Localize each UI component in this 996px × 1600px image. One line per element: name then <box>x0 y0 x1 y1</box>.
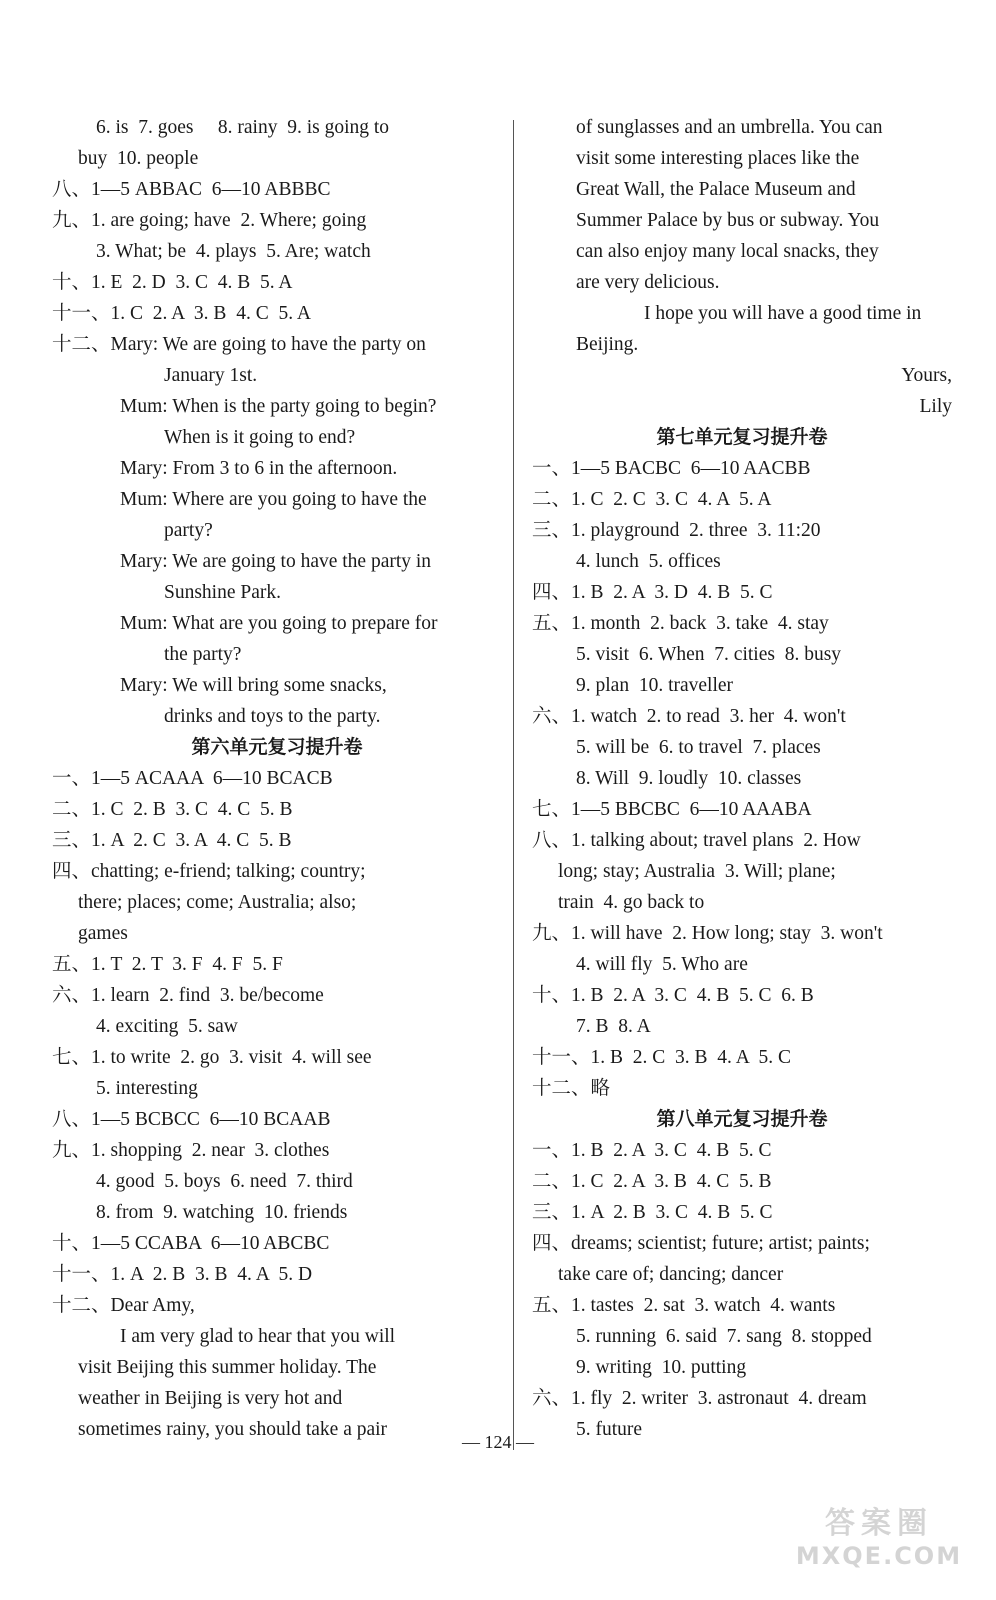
answer-line: 六、1. fly 2. writer 3. astronaut 4. dream <box>532 1388 867 1409</box>
answer-line: the party? <box>164 644 242 665</box>
answer-line: visit some interesting places like the <box>576 148 860 169</box>
answer-line: 十、1. B 2. A 3. C 4. B 5. C 6. B <box>532 985 814 1006</box>
answer-line: 十一、1. B 2. C 3. B 4. A 5. C <box>532 1047 791 1068</box>
answer-line: 3. What; be 4. plays 5. Are; watch <box>96 241 371 262</box>
answer-line: Mary: We are going to have the party in <box>120 551 432 572</box>
answer-line: 十二、Dear Amy, <box>52 1295 195 1316</box>
answer-line: 十、1. E 2. D 3. C 4. B 5. A <box>52 272 293 293</box>
answer-line: 六、1. learn 2. find 3. be/become <box>52 985 324 1006</box>
answer-line: 二、1. C 2. C 3. C 4. A 5. A <box>532 489 772 510</box>
answer-line: 5. running 6. said 7. sang 8. stopped <box>576 1326 872 1347</box>
answer-line: 一、1—5 BACBC 6—10 AACBB <box>532 458 811 479</box>
answer-line: Mary: We will bring some snacks, <box>120 675 387 696</box>
answer-line: are very delicious. <box>576 272 720 293</box>
answer-line: 三、1. playground 2. three 3. 11:20 <box>532 520 821 541</box>
answer-line: can also enjoy many local snacks, they <box>576 241 879 262</box>
answer-line: 一、1. B 2. A 3. C 4. B 5. C <box>532 1140 772 1161</box>
answer-line: 十、1—5 CCABA 6—10 ABCBC <box>52 1233 330 1254</box>
answer-line: 五、1. month 2. back 3. take 4. stay <box>532 613 829 634</box>
watermark <box>784 1498 974 1586</box>
answer-line: I am very glad to hear that you will <box>120 1326 396 1347</box>
answer-line: 5. interesting <box>96 1078 198 1099</box>
answer-line: party? <box>164 520 213 541</box>
answer-line: 9. plan 10. traveller <box>576 675 734 696</box>
watermark-site: MXQE.COM <box>795 1542 963 1570</box>
answer-line: 4. lunch 5. offices <box>576 551 721 572</box>
answer-line: 十二、Mary: We are going to have the party on <box>52 334 426 355</box>
right-column <box>532 112 952 1445</box>
answer-line: 十一、1. C 2. A 3. B 4. C 5. A <box>52 303 311 324</box>
answer-line: Mary: From 3 to 6 in the afternoon. <box>120 458 398 479</box>
answer-line: When is it going to end? <box>164 427 356 448</box>
section-heading: 第六单元复习提升卷 <box>191 736 363 758</box>
answer-line: 8. Will 9. loudly 10. classes <box>576 768 802 789</box>
answer-line: of sunglasses and an umbrella. You can <box>576 117 883 138</box>
answer-line: 九、1. shopping 2. near 3. clothes <box>52 1140 330 1161</box>
answer-line: Lily <box>919 396 952 417</box>
answer-line: 4. will fly 5. Who are <box>576 954 748 975</box>
answer-line: 5. will be 6. to travel 7. places <box>576 737 821 758</box>
answer-line: 九、1. are going; have 2. Where; going <box>52 210 367 231</box>
answer-line: 七、1—5 BBCBC 6—10 AAABA <box>532 799 812 820</box>
answer-line: Mum: Where are you going to have the <box>120 489 427 510</box>
answer-line: 4. good 5. boys 6. need 7. third <box>96 1171 353 1192</box>
answer-line: 二、1. C 2. B 3. C 4. C 5. B <box>52 799 293 820</box>
answer-line: 七、1. to write 2. go 3. visit 4. will see <box>52 1047 372 1068</box>
answer-line: drinks and toys to the party. <box>164 706 381 727</box>
answer-line: Yours, <box>901 365 952 386</box>
column-divider <box>513 120 514 1450</box>
left-column <box>52 112 502 1445</box>
answer-line: train 4. go back to <box>558 892 705 913</box>
answer-line: Summer Palace by bus or subway. You <box>576 210 880 231</box>
answer-line: long; stay; Australia 3. Will; plane; <box>558 861 836 882</box>
section-heading: 第七单元复习提升卷 <box>656 426 828 448</box>
answer-line: take care of; dancing; dancer <box>558 1264 784 1285</box>
answer-line: 四、chatting; e-friend; talking; country; <box>52 861 366 882</box>
answer-line: buy 10. people <box>78 148 199 169</box>
answer-line: 8. from 9. watching 10. friends <box>96 1202 348 1223</box>
answer-line: Mum: What are you going to prepare for <box>120 613 438 634</box>
answer-line: I hope you will have a good time in <box>644 303 922 324</box>
answer-line: 八、1—5 ABBAC 6—10 ABBBC <box>52 179 331 200</box>
answer-line: 三、1. A 2. B 3. C 4. B 5. C <box>532 1202 773 1223</box>
answer-line: 四、dreams; scientist; future; artist; paints; <box>532 1233 870 1254</box>
answer-line: 一、1—5 ACAAA 6—10 BCACB <box>52 768 333 789</box>
answer-line: 5. future <box>576 1419 643 1440</box>
answer-line: 6. is 7. goes 8. rainy 9. is going to <box>96 117 390 138</box>
answer-line: Mum: When is the party going to begin? <box>120 396 437 417</box>
page-number: — 124 — <box>462 1432 534 1452</box>
answer-line: 十一、1. A 2. B 3. B 4. A 5. D <box>52 1264 313 1285</box>
answer-line: 四、1. B 2. A 3. D 4. B 5. C <box>532 582 773 603</box>
answer-line: 三、1. A 2. C 3. A 4. C 5. B <box>52 830 292 851</box>
answer-line: sometimes rainy, you should take a pair <box>78 1419 388 1440</box>
answer-line: January 1st. <box>164 365 258 386</box>
answer-line: games <box>78 923 128 944</box>
answer-line: 九、1. will have 2. How long; stay 3. won't <box>532 923 883 944</box>
answer-line: Great Wall, the Palace Museum and <box>576 179 856 200</box>
answer-line: 五、1. T 2. T 3. F 4. F 5. F <box>52 954 283 975</box>
answer-line: 9. writing 10. putting <box>576 1357 747 1378</box>
answer-line: 十二、略 <box>532 1078 611 1099</box>
answer-line: 八、1. talking about; travel plans 2. How <box>532 830 861 851</box>
watermark-logo: 答案圈 <box>825 1506 933 1541</box>
answer-line: 五、1. tastes 2. sat 3. watch 4. wants <box>532 1295 836 1316</box>
answer-line: 六、1. watch 2. to read 3. her 4. won't <box>532 706 846 727</box>
answer-line: 5. visit 6. When 7. cities 8. busy <box>576 644 842 665</box>
answer-line: Beijing. <box>576 334 639 355</box>
section-heading: 第八单元复习提升卷 <box>656 1108 828 1130</box>
answer-line: weather in Beijing is very hot and <box>78 1388 343 1409</box>
answer-line: 7. B 8. A <box>576 1016 651 1037</box>
answer-line: there; places; come; Australia; also; <box>78 892 357 913</box>
answer-line: 4. exciting 5. saw <box>96 1016 238 1037</box>
answer-line: Sunshine Park. <box>164 582 281 603</box>
answer-line: 八、1—5 BCBCC 6—10 BCAAB <box>52 1109 331 1130</box>
answer-line: visit Beijing this summer holiday. The <box>78 1357 377 1378</box>
answer-line: 二、1. C 2. A 3. B 4. C 5. B <box>532 1171 772 1192</box>
